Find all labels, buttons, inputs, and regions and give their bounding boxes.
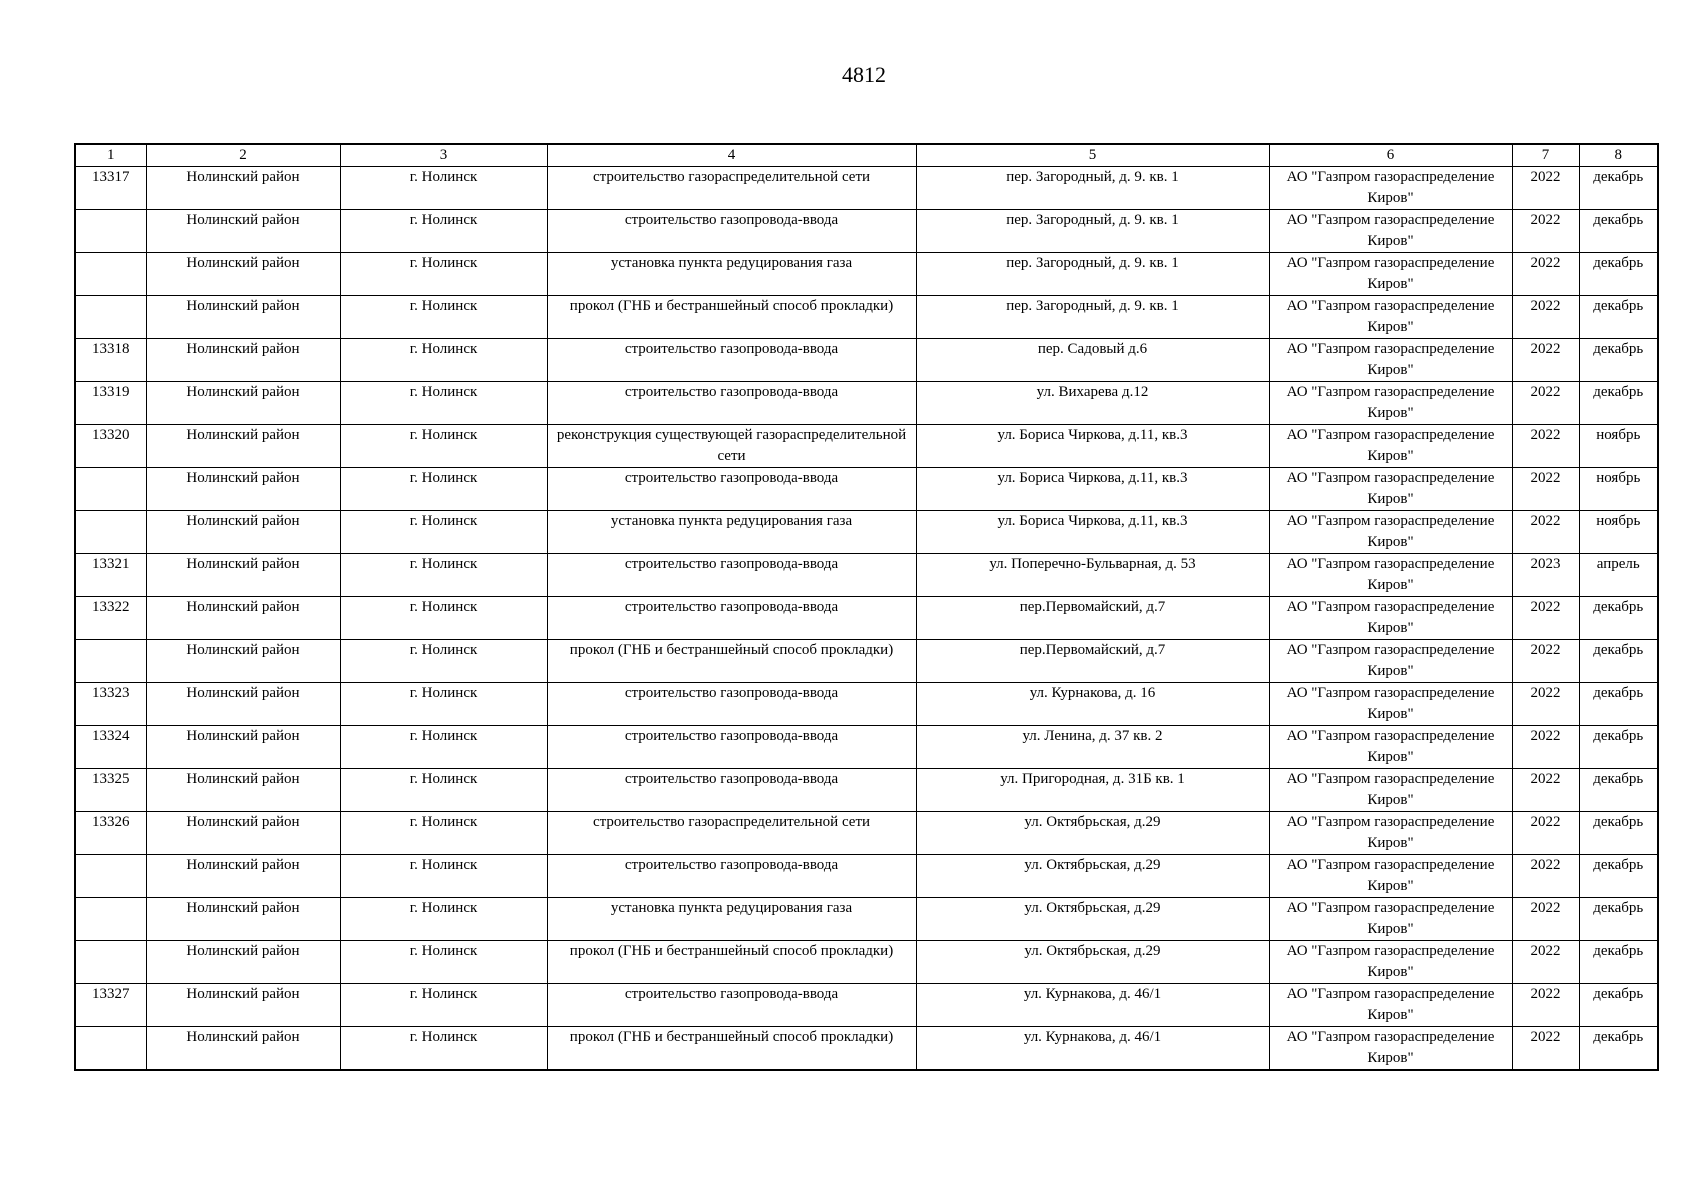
year-cell: 2022 [1512, 898, 1579, 941]
address-cell: ул. Курнакова, д. 46/1 [916, 984, 1269, 1027]
locality-cell: г. Нолинск [340, 898, 547, 941]
page-number: 4812 [842, 62, 886, 87]
organization-cell: АО "Газпром газораспределение Киров" [1269, 898, 1512, 941]
address-cell: пер.Первомайский, д.7 [916, 640, 1269, 683]
month-cell: ноябрь [1579, 425, 1658, 468]
table-row [75, 253, 1658, 296]
table-body [75, 167, 1658, 1071]
year-cell: 2022 [1512, 1027, 1579, 1071]
year-cell: 2022 [1512, 425, 1579, 468]
address-cell: пер. Загородный, д. 9. кв. 1 [916, 253, 1269, 296]
year-cell: 2022 [1512, 984, 1579, 1027]
record-number-cell: 13325 [75, 769, 146, 812]
locality-cell: г. Нолинск [340, 855, 547, 898]
month-cell: декабрь [1579, 382, 1658, 425]
organization-cell: АО "Газпром газораспределение Киров" [1269, 425, 1512, 468]
address-cell: ул. Пригородная, д. 31Б кв. 1 [916, 769, 1269, 812]
locality-cell: г. Нолинск [340, 1027, 547, 1071]
work-type-cell: строительство газопровода-ввода [547, 984, 916, 1027]
table-row [75, 296, 1658, 339]
organization-cell: АО "Газпром газораспределение Киров" [1269, 855, 1512, 898]
district-cell: Нолинский район [146, 769, 340, 812]
work-type-cell: прокол (ГНБ и бестраншейный способ прокладки) [547, 296, 916, 339]
organization-cell: АО "Газпром газораспределение Киров" [1269, 769, 1512, 812]
address-cell: пер. Загородный, д. 9. кв. 1 [916, 296, 1269, 339]
table-row [75, 683, 1658, 726]
year-cell: 2022 [1512, 726, 1579, 769]
organization-cell: АО "Газпром газораспределение Киров" [1269, 597, 1512, 640]
month-cell: декабрь [1579, 339, 1658, 382]
organization-cell: АО "Газпром газораспределение Киров" [1269, 253, 1512, 296]
district-cell: Нолинский район [146, 597, 340, 640]
table-row [75, 855, 1658, 898]
table-row [75, 425, 1658, 468]
year-cell: 2022 [1512, 253, 1579, 296]
work-type-cell: строительство газопровода-ввода [547, 382, 916, 425]
table-row [75, 769, 1658, 812]
work-type-cell: строительство газопровода-ввода [547, 726, 916, 769]
work-type-cell: прокол (ГНБ и бестраншейный способ прокладки) [547, 640, 916, 683]
record-number-cell [75, 468, 146, 511]
month-cell: ноябрь [1579, 468, 1658, 511]
month-cell: декабрь [1579, 855, 1658, 898]
locality-cell: г. Нолинск [340, 597, 547, 640]
locality-cell: г. Нолинск [340, 812, 547, 855]
locality-cell: г. Нолинск [340, 468, 547, 511]
year-cell: 2022 [1512, 296, 1579, 339]
address-cell: ул. Ленина, д. 37 кв. 2 [916, 726, 1269, 769]
work-type-cell: строительство газопровода-ввода [547, 210, 916, 253]
work-type-cell: строительство газораспределительной сети [547, 812, 916, 855]
district-cell: Нолинский район [146, 812, 340, 855]
record-number-cell: 13322 [75, 597, 146, 640]
organization-cell: АО "Газпром газораспределение Киров" [1269, 941, 1512, 984]
year-cell: 2022 [1512, 683, 1579, 726]
month-cell: декабрь [1579, 984, 1658, 1027]
table-row [75, 1027, 1658, 1071]
column-header: 6 [1269, 144, 1512, 167]
year-cell: 2022 [1512, 468, 1579, 511]
month-cell: декабрь [1579, 683, 1658, 726]
month-cell: декабрь [1579, 1027, 1658, 1071]
district-cell: Нолинский район [146, 253, 340, 296]
locality-cell: г. Нолинск [340, 726, 547, 769]
address-cell: ул. Курнакова, д. 16 [916, 683, 1269, 726]
month-cell: декабрь [1579, 253, 1658, 296]
record-number-cell: 13321 [75, 554, 146, 597]
column-header: 7 [1512, 144, 1579, 167]
address-cell: пер. Садовый д.6 [916, 339, 1269, 382]
month-cell: декабрь [1579, 640, 1658, 683]
column-header: 1 [75, 144, 146, 167]
organization-cell: АО "Газпром газораспределение Киров" [1269, 511, 1512, 554]
record-number-cell: 13317 [75, 167, 146, 210]
month-cell: декабрь [1579, 296, 1658, 339]
address-cell: ул. Курнакова, д. 46/1 [916, 1027, 1269, 1071]
year-cell: 2022 [1512, 167, 1579, 210]
column-header: 2 [146, 144, 340, 167]
district-cell: Нолинский район [146, 210, 340, 253]
address-cell: ул. Октябрьская, д.29 [916, 855, 1269, 898]
month-cell: ноябрь [1579, 511, 1658, 554]
record-number-cell [75, 511, 146, 554]
record-number-cell [75, 640, 146, 683]
locality-cell: г. Нолинск [340, 210, 547, 253]
organization-cell: АО "Газпром газораспределение Киров" [1269, 210, 1512, 253]
address-cell: ул. Октябрьская, д.29 [916, 812, 1269, 855]
district-cell: Нолинский район [146, 167, 340, 210]
organization-cell: АО "Газпром газораспределение Киров" [1269, 683, 1512, 726]
month-cell: декабрь [1579, 898, 1658, 941]
work-type-cell: строительство газопровода-ввода [547, 597, 916, 640]
organization-cell: АО "Газпром газораспределение Киров" [1269, 812, 1512, 855]
locality-cell: г. Нолинск [340, 339, 547, 382]
work-type-cell: установка пункта редуцирования газа [547, 511, 916, 554]
work-type-cell: строительство газораспределительной сети [547, 167, 916, 210]
address-cell: ул. Октябрьская, д.29 [916, 941, 1269, 984]
locality-cell: г. Нолинск [340, 554, 547, 597]
table-row [75, 726, 1658, 769]
district-cell: Нолинский район [146, 554, 340, 597]
organization-cell: АО "Газпром газораспределение Киров" [1269, 1027, 1512, 1071]
district-cell: Нолинский район [146, 898, 340, 941]
record-number-cell [75, 210, 146, 253]
organization-cell: АО "Газпром газораспределение Киров" [1269, 984, 1512, 1027]
register-table [74, 143, 1659, 1071]
column-header: 8 [1579, 144, 1658, 167]
month-cell: декабрь [1579, 597, 1658, 640]
district-cell: Нолинский район [146, 382, 340, 425]
district-cell: Нолинский район [146, 425, 340, 468]
address-cell: ул. Октябрьская, д.29 [916, 898, 1269, 941]
locality-cell: г. Нолинск [340, 683, 547, 726]
locality-cell: г. Нолинск [340, 425, 547, 468]
year-cell: 2022 [1512, 812, 1579, 855]
table-row [75, 511, 1658, 554]
work-type-cell: строительство газопровода-ввода [547, 769, 916, 812]
table-row [75, 554, 1658, 597]
address-cell: ул. Бориса Чиркова, д.11, кв.3 [916, 511, 1269, 554]
locality-cell: г. Нолинск [340, 167, 547, 210]
record-number-cell: 13327 [75, 984, 146, 1027]
organization-cell: АО "Газпром газораспределение Киров" [1269, 339, 1512, 382]
district-cell: Нолинский район [146, 855, 340, 898]
column-header: 3 [340, 144, 547, 167]
locality-cell: г. Нолинск [340, 296, 547, 339]
district-cell: Нолинский район [146, 941, 340, 984]
work-type-cell: прокол (ГНБ и бестраншейный способ прокладки) [547, 941, 916, 984]
locality-cell: г. Нолинск [340, 382, 547, 425]
year-cell: 2022 [1512, 769, 1579, 812]
locality-cell: г. Нолинск [340, 253, 547, 296]
record-number-cell: 13324 [75, 726, 146, 769]
district-cell: Нолинский район [146, 1027, 340, 1071]
district-cell: Нолинский район [146, 683, 340, 726]
locality-cell: г. Нолинск [340, 511, 547, 554]
month-cell: апрель [1579, 554, 1658, 597]
record-number-cell: 13319 [75, 382, 146, 425]
work-type-cell: установка пункта редуцирования газа [547, 253, 916, 296]
year-cell: 2022 [1512, 855, 1579, 898]
month-cell: декабрь [1579, 210, 1658, 253]
table-row [75, 984, 1658, 1027]
header-row [75, 144, 1658, 167]
address-cell: ул. Поперечно-Бульварная, д. 53 [916, 554, 1269, 597]
record-number-cell [75, 898, 146, 941]
work-type-cell: установка пункта редуцирования газа [547, 898, 916, 941]
organization-cell: АО "Газпром газораспределение Киров" [1269, 167, 1512, 210]
table-row [75, 339, 1658, 382]
address-cell: ул. Бориса Чиркова, д.11, кв.3 [916, 468, 1269, 511]
record-number-cell [75, 855, 146, 898]
record-number-cell [75, 296, 146, 339]
year-cell: 2022 [1512, 210, 1579, 253]
locality-cell: г. Нолинск [340, 941, 547, 984]
table-row [75, 382, 1658, 425]
table-row [75, 640, 1658, 683]
work-type-cell: строительство газопровода-ввода [547, 855, 916, 898]
locality-cell: г. Нолинск [340, 640, 547, 683]
district-cell: Нолинский район [146, 511, 340, 554]
district-cell: Нолинский район [146, 296, 340, 339]
organization-cell: АО "Газпром газораспределение Киров" [1269, 726, 1512, 769]
locality-cell: г. Нолинск [340, 769, 547, 812]
address-cell: пер. Загородный, д. 9. кв. 1 [916, 167, 1269, 210]
district-cell: Нолинский район [146, 984, 340, 1027]
work-type-cell: прокол (ГНБ и бестраншейный способ прокладки) [547, 1027, 916, 1071]
year-cell: 2022 [1512, 941, 1579, 984]
year-cell: 2022 [1512, 640, 1579, 683]
record-number-cell [75, 253, 146, 296]
district-cell: Нолинский район [146, 640, 340, 683]
table-row [75, 812, 1658, 855]
organization-cell: АО "Газпром газораспределение Киров" [1269, 640, 1512, 683]
year-cell: 2023 [1512, 554, 1579, 597]
table-row [75, 167, 1658, 210]
column-header: 4 [547, 144, 916, 167]
table-row [75, 210, 1658, 253]
record-number-cell [75, 1027, 146, 1071]
organization-cell: АО "Газпром газораспределение Киров" [1269, 296, 1512, 339]
address-cell: ул. Вихарева д.12 [916, 382, 1269, 425]
table-row [75, 597, 1658, 640]
district-cell: Нолинский район [146, 339, 340, 382]
work-type-cell: строительство газопровода-ввода [547, 468, 916, 511]
table-row [75, 468, 1658, 511]
year-cell: 2022 [1512, 382, 1579, 425]
record-number-cell [75, 941, 146, 984]
record-number-cell: 13320 [75, 425, 146, 468]
month-cell: декабрь [1579, 726, 1658, 769]
work-type-cell: реконструкция существующей газораспределительной сети [547, 425, 916, 468]
district-cell: Нолинский район [146, 468, 340, 511]
month-cell: декабрь [1579, 769, 1658, 812]
locality-cell: г. Нолинск [340, 984, 547, 1027]
work-type-cell: строительство газопровода-ввода [547, 683, 916, 726]
district-cell: Нолинский район [146, 726, 340, 769]
address-cell: пер. Загородный, д. 9. кв. 1 [916, 210, 1269, 253]
address-cell: пер.Первомайский, д.7 [916, 597, 1269, 640]
work-type-cell: строительство газопровода-ввода [547, 339, 916, 382]
table-row [75, 941, 1658, 984]
record-number-cell: 13326 [75, 812, 146, 855]
year-cell: 2022 [1512, 511, 1579, 554]
year-cell: 2022 [1512, 597, 1579, 640]
record-number-cell: 13323 [75, 683, 146, 726]
record-number-cell: 13318 [75, 339, 146, 382]
organization-cell: АО "Газпром газораспределение Киров" [1269, 554, 1512, 597]
organization-cell: АО "Газпром газораспределение Киров" [1269, 382, 1512, 425]
month-cell: декабрь [1579, 167, 1658, 210]
year-cell: 2022 [1512, 339, 1579, 382]
address-cell: ул. Бориса Чиркова, д.11, кв.3 [916, 425, 1269, 468]
column-header: 5 [916, 144, 1269, 167]
month-cell: декабрь [1579, 812, 1658, 855]
month-cell: декабрь [1579, 941, 1658, 984]
organization-cell: АО "Газпром газораспределение Киров" [1269, 468, 1512, 511]
table-row [75, 898, 1658, 941]
work-type-cell: строительство газопровода-ввода [547, 554, 916, 597]
